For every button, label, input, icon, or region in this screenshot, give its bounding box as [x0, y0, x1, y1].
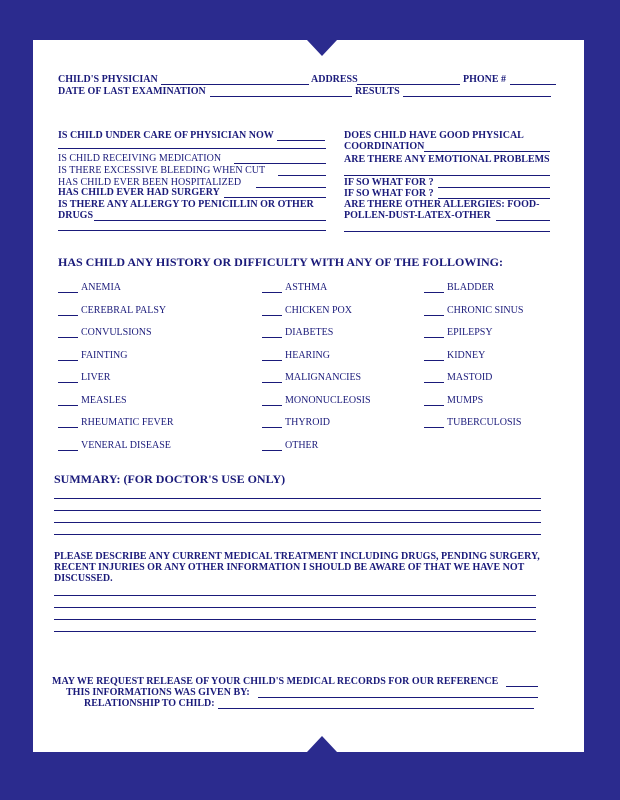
history-item-label: CHICKEN POX	[285, 305, 352, 316]
history-answer-field[interactable]	[262, 382, 282, 383]
history-item-label: MONONUCLEOSIS	[285, 395, 371, 406]
question-other-allergies-2: POLLEN-DUST-LATEX-OTHER	[344, 210, 491, 221]
physician-label: CHILD'S PHYSICIAN	[58, 74, 158, 85]
history-item-label: MEASLES	[81, 395, 127, 406]
last-exam-field[interactable]	[210, 96, 352, 97]
history-item-label: MALIGNANCIES	[285, 372, 362, 383]
describe-text-3: DISCUSSED.	[54, 573, 113, 584]
describe-line-1[interactable]	[54, 595, 536, 596]
results-label: RESULTS	[355, 86, 400, 97]
history-answer-field[interactable]	[262, 337, 282, 338]
history-answer-field[interactable]	[424, 405, 444, 406]
history-item-label: FAINTING	[81, 350, 128, 361]
answer-surgery[interactable]	[224, 197, 326, 198]
answer-allergy-extra[interactable]	[58, 230, 326, 231]
answer-other-allergies[interactable]	[496, 220, 550, 221]
release-question: MAY WE REQUEST RELEASE OF YOUR CHILD'S MEDICAL RECORDS FOR OUR REFERENCE	[52, 676, 499, 687]
history-item-label: MASTOID	[447, 372, 493, 383]
describe-line-3[interactable]	[54, 619, 536, 620]
describe-line-2[interactable]	[54, 607, 536, 608]
answer-medication[interactable]	[234, 163, 326, 164]
history-item-label: KIDNEY	[447, 350, 486, 361]
history-answer-field[interactable]	[58, 337, 78, 338]
history-item-label: CHRONIC SINUS	[447, 305, 524, 316]
history-answer-field[interactable]	[262, 360, 282, 361]
history-item-label: LIVER	[81, 372, 111, 383]
question-hospitalized: HAS CHILD EVER BEEN HOSPITALIZED	[58, 177, 242, 188]
question-other-allergies: ARE THERE OTHER ALLERGIES: FOOD-	[344, 199, 540, 210]
history-item-label: VENERAL DISEASE	[81, 440, 171, 451]
history-item-label: ANEMIA	[81, 282, 121, 293]
history-answer-field[interactable]	[58, 292, 78, 293]
history-answer-field[interactable]	[262, 450, 282, 451]
history-answer-field[interactable]	[262, 315, 282, 316]
history-answer-field[interactable]	[424, 427, 444, 428]
question-coordination-2: COORDINATION	[344, 141, 425, 152]
summary-line-3[interactable]	[54, 522, 541, 523]
answer-other-allergies-extra[interactable]	[344, 231, 550, 232]
history-item-label: OTHER	[285, 440, 319, 451]
history-answer-field[interactable]	[58, 315, 78, 316]
relationship-label: RELATIONSHIP TO CHILD:	[84, 698, 215, 709]
answer-emotional[interactable]	[344, 175, 550, 176]
history-answer-field[interactable]	[58, 382, 78, 383]
question-if-so-2: IF SO WHAT FOR ?	[344, 188, 434, 199]
history-item-label: CONVULSIONS	[81, 327, 152, 338]
history-answer-field[interactable]	[262, 405, 282, 406]
summary-heading: SUMMARY: (FOR DOCTOR'S USE ONLY)	[54, 472, 286, 486]
summary-line-2[interactable]	[54, 510, 541, 511]
history-item-label: DIABETES	[285, 327, 334, 338]
describe-text-1: PLEASE DESCRIBE ANY CURRENT MEDICAL TREATMENT INCLUDING DRUGS, PENDING SURGERY,	[54, 551, 540, 562]
answer-physician-care[interactable]	[277, 140, 325, 141]
answer-physician-care-extra[interactable]	[58, 148, 326, 149]
history-item-label: HEARING	[285, 350, 330, 361]
address-label: ADDRESS	[311, 74, 358, 85]
history-item-label: CEREBRAL PALSY	[81, 305, 167, 316]
history-heading: HAS CHILD ANY HISTORY OR DIFFICULTY WITH ANY OF THE FOLLOWING:	[58, 255, 503, 269]
question-medication: IS CHILD RECEIVING MEDICATION	[58, 153, 222, 164]
history-item-label: THYROID	[285, 417, 330, 428]
history-answer-field[interactable]	[58, 360, 78, 361]
relationship-field[interactable]	[218, 708, 534, 709]
answer-if-so-1[interactable]	[438, 187, 550, 188]
history-answer-field[interactable]	[58, 405, 78, 406]
phone-field[interactable]	[510, 84, 556, 85]
summary-line-4[interactable]	[54, 534, 541, 535]
results-field[interactable]	[403, 96, 551, 97]
history-item-label: MUMPS	[447, 395, 484, 406]
answer-hospitalized[interactable]	[256, 187, 326, 188]
history-answer-field[interactable]	[262, 427, 282, 428]
question-emotional: ARE THERE ANY EMOTIONAL PROBLEMS	[344, 154, 550, 165]
describe-line-4[interactable]	[54, 631, 536, 632]
history-answer-field[interactable]	[424, 382, 444, 383]
release-answer[interactable]	[506, 686, 538, 687]
history-answer-field[interactable]	[424, 315, 444, 316]
history-answer-field[interactable]	[424, 360, 444, 361]
phone-label: PHONE #	[463, 74, 507, 85]
question-surgery: HAS CHILD EVER HAD SURGERY	[58, 187, 220, 198]
history-item-label: BLADDER	[447, 282, 495, 293]
question-allergy-penicillin: IS THERE ANY ALLERGY TO PENICILLIN OR OTHER	[58, 199, 314, 210]
answer-coordination[interactable]	[424, 151, 550, 152]
history-answer-field[interactable]	[262, 292, 282, 293]
address-field[interactable]	[357, 84, 460, 85]
summary-line-1[interactable]	[54, 498, 541, 499]
history-item-label: EPILEPSY	[447, 327, 493, 338]
answer-bleeding[interactable]	[278, 175, 326, 176]
question-if-so-1: IF SO WHAT FOR ?	[344, 177, 434, 188]
history-item-label: TUBERCULOSIS	[447, 417, 522, 428]
history-item-label: ASTHMA	[285, 282, 328, 293]
history-answer-field[interactable]	[58, 450, 78, 451]
history-answer-field[interactable]	[424, 337, 444, 338]
answer-allergy-drugs[interactable]	[94, 220, 326, 221]
question-bleeding: IS THERE EXCESSIVE BLEEDING WHEN CUT	[58, 165, 266, 176]
history-item-label: RHEUMATIC FEVER	[81, 417, 174, 428]
describe-text-2: RECENT INJURIES OR ANY OTHER INFORMATION I SHOULD BE AWARE OF THAT WE HAVE NOT	[54, 562, 525, 573]
physician-field[interactable]	[161, 84, 309, 85]
given-by-label: THIS INFORMATIONS WAS GIVEN BY:	[66, 687, 250, 698]
question-coordination: DOES CHILD HAVE GOOD PHYSICAL	[344, 130, 524, 141]
history-answer-field[interactable]	[424, 292, 444, 293]
given-by-field[interactable]	[258, 697, 538, 698]
question-physician-care: IS CHILD UNDER CARE OF PHYSICIAN NOW	[58, 130, 274, 141]
last-exam-label: DATE OF LAST EXAMINATION	[58, 86, 206, 97]
question-allergy-drugs: DRUGS	[58, 210, 94, 221]
history-answer-field[interactable]	[58, 427, 78, 428]
